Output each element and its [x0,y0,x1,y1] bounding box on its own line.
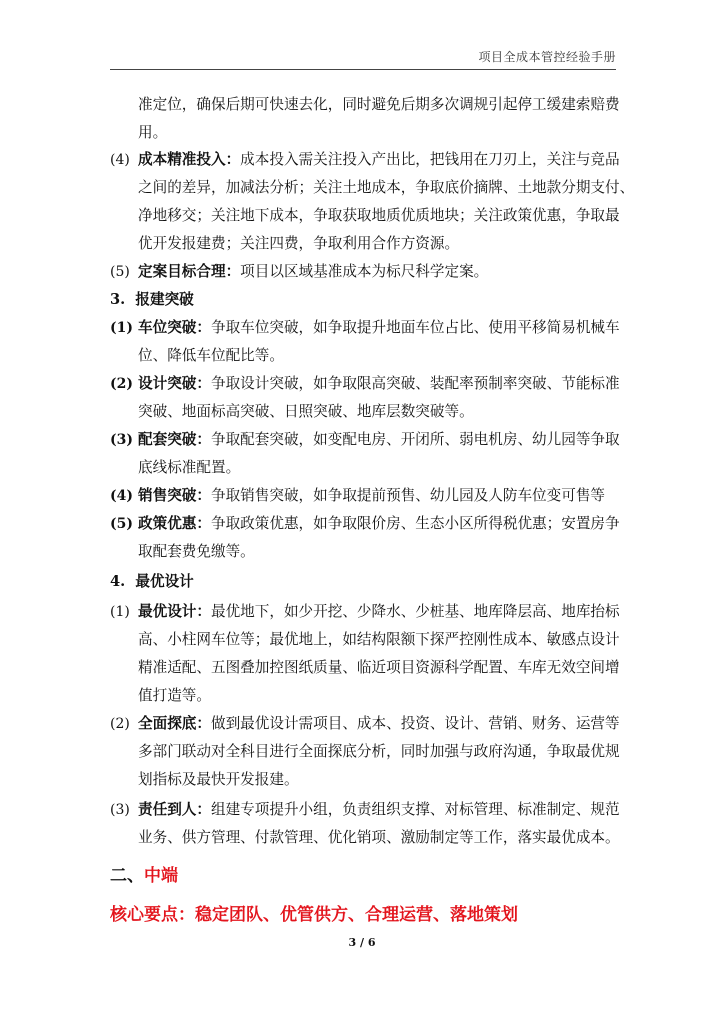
item-label: 最优设计： [138,603,211,620]
paragraph-line: 准定位，确保后期可快速去化，同时避免后期多次调规引起停工缓建索赔费 [138,96,620,113]
item-text: 做到最优设计需项目、成本、投资、设计、营销、财务、运营等 [210,715,620,732]
paragraph-line: 高、小柱网车位等；最优地上，如结构限额下探严控刚性成本、敏感点设计 [138,631,620,648]
section-heading: 4. 最优设计 [110,573,194,590]
item-label: 销售突破： [138,487,211,504]
item-label: 定案目标合理： [138,263,241,280]
core-points: 核心要点：稳定团队、优管供方、合理运营、落地策划 [110,905,518,925]
item-text: 最优地下，如少开挖、少降水、少桩基、地库降层高、地库抬标 [210,603,620,620]
item-text: 项目以区域基准成本为标尺科学定案。 [240,263,489,280]
paragraph-line: 精准适配、五图叠加控图纸质量、临近项目资源科学配置、车库无效空间增 [138,659,620,676]
list-item [138,602,620,622]
list-item [138,714,620,734]
item-label: 全面探底： [138,715,211,732]
item-label: 车位突破： [138,319,211,336]
item-text: 争取配套突破，如变配电房、开闭所、弱电机房、幼儿园等争取 [210,431,620,448]
item-text: 争取政策优惠，如争取限价房、生态小区所得税优惠；安置房争 [210,515,620,532]
item-label: 成本精准投入： [138,151,241,168]
list-item [138,318,620,338]
item-number: (5) [110,264,130,280]
list-item [138,262,488,282]
paragraph-line: 业务、供方管理、付款管理、优化销项、激励制定等工作，落实最优成本。 [138,829,620,846]
item-number: (3) [110,802,130,818]
page-number: 3 / 6 [348,936,376,949]
item-label: 设计突破： [138,375,211,392]
paragraph-line: 值打造等。 [138,687,211,704]
paragraph-line: 之间的差异，加减法分析；关注土地成本，争取底价摘牌、土地款分期支付、 [138,179,635,196]
list-item [138,514,620,534]
chapter-title: 中端 [144,866,178,886]
section-heading: 3. 报建突破 [110,291,194,308]
item-number: (1) [110,604,130,620]
paragraph-line: 取配套费免缴等。 [138,543,255,560]
item-number: (5) [110,516,133,532]
item-label: 配套突破： [138,431,211,448]
item-number: (2) [110,716,130,732]
item-text: 争取设计突破，如争取限高突破、装配率预制率突破、节能标准 [210,375,620,392]
running-header: 项目全成本管控经验手册 [478,50,616,64]
item-number: (4) [110,152,130,168]
list-item [138,374,620,394]
item-text: 争取车位突破，如争取提升地面车位占比、使用平移简易机械车 [210,319,620,336]
paragraph-line: 用。 [138,124,168,141]
item-label: 政策优惠： [138,515,211,532]
paragraph-line: 位、降低车位配比等。 [138,347,284,364]
chapter-prefix: 二、 [110,866,144,886]
item-text: 组建专项提升小组，负责组织支撑、对标管理、标准制定、规范 [210,801,620,818]
header-rule [110,69,616,70]
item-number: (1) [110,320,133,336]
item-text: 争取销售突破，如争取提前预售、幼儿园及人防车位变可售等 [210,487,606,504]
item-number: (2) [110,376,133,392]
list-item [138,486,605,506]
list-item [138,430,620,450]
paragraph-line: 突破、地面标高突破、日照突破、地库层数突破等。 [138,403,474,420]
chapter-heading [110,865,178,887]
item-label: 责任到人： [138,801,211,818]
paragraph-line: 优开发报建费；关注四费，争取利用合作方资源。 [138,235,460,252]
list-item [138,800,620,820]
paragraph-line: 划指标及最快开发报建。 [138,771,299,788]
item-number: (4) [110,488,133,504]
list-item [138,150,620,170]
paragraph-line: 底线标准配置。 [138,459,241,476]
paragraph-line: 净地移交；关注地下成本，争取获取地质优质地块；关注政策优惠，争取最 [138,207,620,224]
item-text: 成本投入需关注投入产出比，把钱用在刀刃上，关注与竞品 [240,151,620,168]
paragraph-line: 多部门联动对全科目进行全面探底分析，同时加强与政府沟通，争取最优规 [138,743,620,760]
item-number: (3) [110,432,133,448]
